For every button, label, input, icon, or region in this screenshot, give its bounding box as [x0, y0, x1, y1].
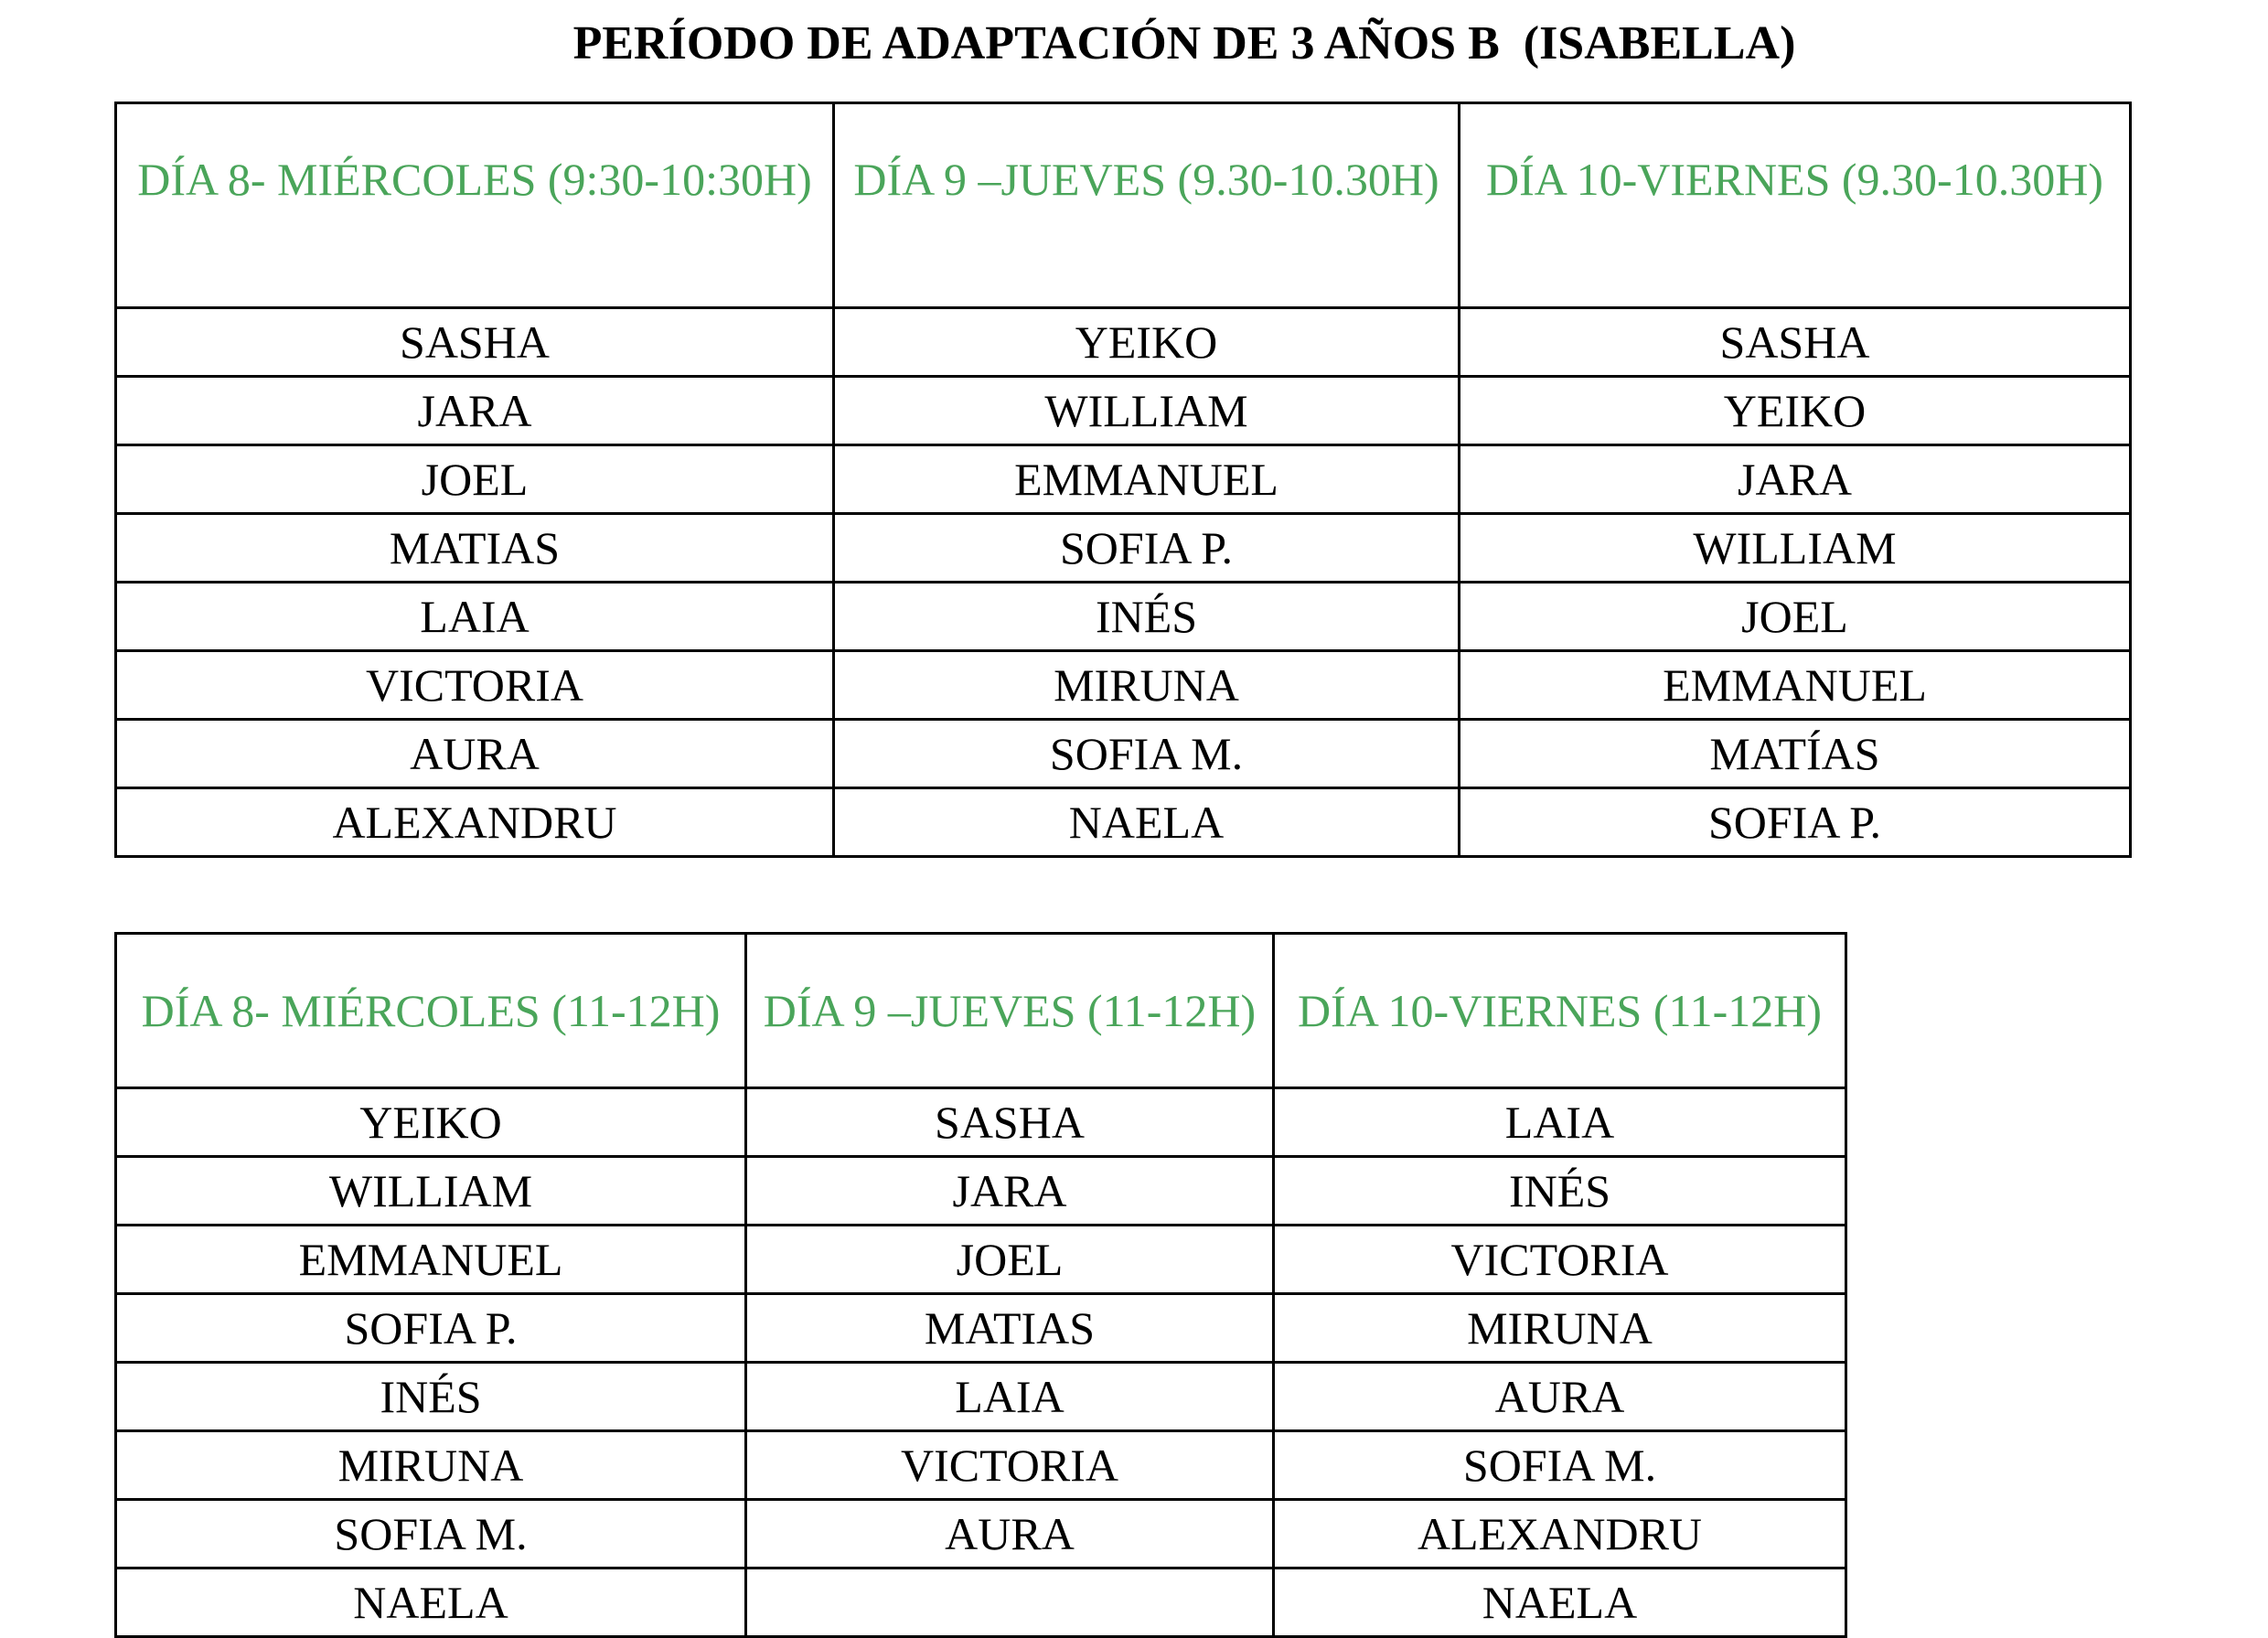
name-cell: INÉS: [116, 1363, 746, 1431]
name-cell: VICTORIA: [746, 1431, 1274, 1500]
column-header-day-10: DÍA 10-VIERNES (11-12H): [1274, 934, 1846, 1088]
table-row: [116, 788, 2131, 857]
table-row: [116, 1363, 1846, 1431]
name-cell: YEIKO: [1460, 377, 2131, 445]
header-row: [116, 934, 1846, 1088]
name-cell: WILLIAM: [116, 1157, 746, 1226]
name-cell: VICTORIA: [116, 651, 834, 720]
name-cell: LAIA: [1274, 1088, 1846, 1157]
name-cell: SOFIA M.: [834, 720, 1460, 788]
page-title: PERÍODO DE ADAPTACIÓN DE 3 AÑOS B (ISABELLA): [572, 17, 1796, 70]
name-cell: JARA: [1460, 445, 2131, 514]
name-cell: MATÍAS: [1460, 720, 2131, 788]
name-cell: LAIA: [116, 583, 834, 651]
name-cell: NAELA: [1274, 1568, 1846, 1637]
table-row: [116, 720, 2131, 788]
table-row: [116, 1568, 1846, 1637]
name-cell: MIRUNA: [834, 651, 1460, 720]
table-row: [116, 1294, 1846, 1363]
name-cell: AURA: [746, 1500, 1274, 1568]
column-header-day-9: DÍA 9 –JUEVES (9.30-10.30H): [834, 103, 1460, 308]
name-cell: JOEL: [746, 1226, 1274, 1294]
name-cell: ALEXANDRU: [116, 788, 834, 857]
name-cell: SOFIA P.: [116, 1294, 746, 1363]
name-cell: INÉS: [1274, 1157, 1846, 1226]
name-cell: EMMANUEL: [116, 1226, 746, 1294]
table-row: [116, 1226, 1846, 1294]
table-row: [116, 651, 2131, 720]
column-header-day-8: DÍA 8- MIÉRCOLES (9:30-10:30H): [116, 103, 834, 308]
name-cell: JOEL: [116, 445, 834, 514]
table-row: [116, 1157, 1846, 1226]
table-row: [116, 377, 2131, 445]
name-cell: VICTORIA: [1274, 1226, 1846, 1294]
name-cell: YEIKO: [116, 1088, 746, 1157]
table-row: [116, 445, 2131, 514]
name-cell: SOFIA P.: [1460, 788, 2131, 857]
name-cell: EMMANUEL: [834, 445, 1460, 514]
table-row: [116, 1500, 1846, 1568]
name-cell: JOEL: [1460, 583, 2131, 651]
name-cell: SASHA: [116, 308, 834, 377]
name-cell: WILLIAM: [834, 377, 1460, 445]
name-cell: JARA: [746, 1157, 1274, 1226]
table-row: [116, 1088, 1846, 1157]
name-cell: [746, 1568, 1274, 1637]
name-cell: NAELA: [834, 788, 1460, 857]
schedule-table-late-morning: [114, 932, 1847, 1638]
name-cell: ALEXANDRU: [1274, 1500, 1846, 1568]
name-cell: SOFIA M.: [1274, 1431, 1846, 1500]
column-header-day-9: DÍA 9 –JUEVES (11-12H): [746, 934, 1274, 1088]
table-row: [116, 1431, 1846, 1500]
name-cell: NAELA: [116, 1568, 746, 1637]
name-cell: MATIAS: [116, 514, 834, 583]
name-cell: AURA: [116, 720, 834, 788]
name-cell: WILLIAM: [1460, 514, 2131, 583]
column-header-day-10: DÍA 10-VIERNES (9.30-10.30H): [1460, 103, 2131, 308]
schedule-table-morning: [114, 102, 2132, 858]
name-cell: MIRUNA: [116, 1431, 746, 1500]
name-cell: MIRUNA: [1274, 1294, 1846, 1363]
name-cell: AURA: [1274, 1363, 1846, 1431]
name-cell: EMMANUEL: [1460, 651, 2131, 720]
name-cell: SASHA: [746, 1088, 1274, 1157]
name-cell: SASHA: [1460, 308, 2131, 377]
name-cell: SOFIA P.: [834, 514, 1460, 583]
header-row: [116, 103, 2131, 308]
name-cell: LAIA: [746, 1363, 1274, 1431]
name-cell: YEIKO: [834, 308, 1460, 377]
table-row: [116, 308, 2131, 377]
column-header-day-8: DÍA 8- MIÉRCOLES (11-12H): [116, 934, 746, 1088]
name-cell: MATIAS: [746, 1294, 1274, 1363]
name-cell: SOFIA M.: [116, 1500, 746, 1568]
table-row: [116, 514, 2131, 583]
table-row: [116, 583, 2131, 651]
name-cell: INÉS: [834, 583, 1460, 651]
name-cell: JARA: [116, 377, 834, 445]
